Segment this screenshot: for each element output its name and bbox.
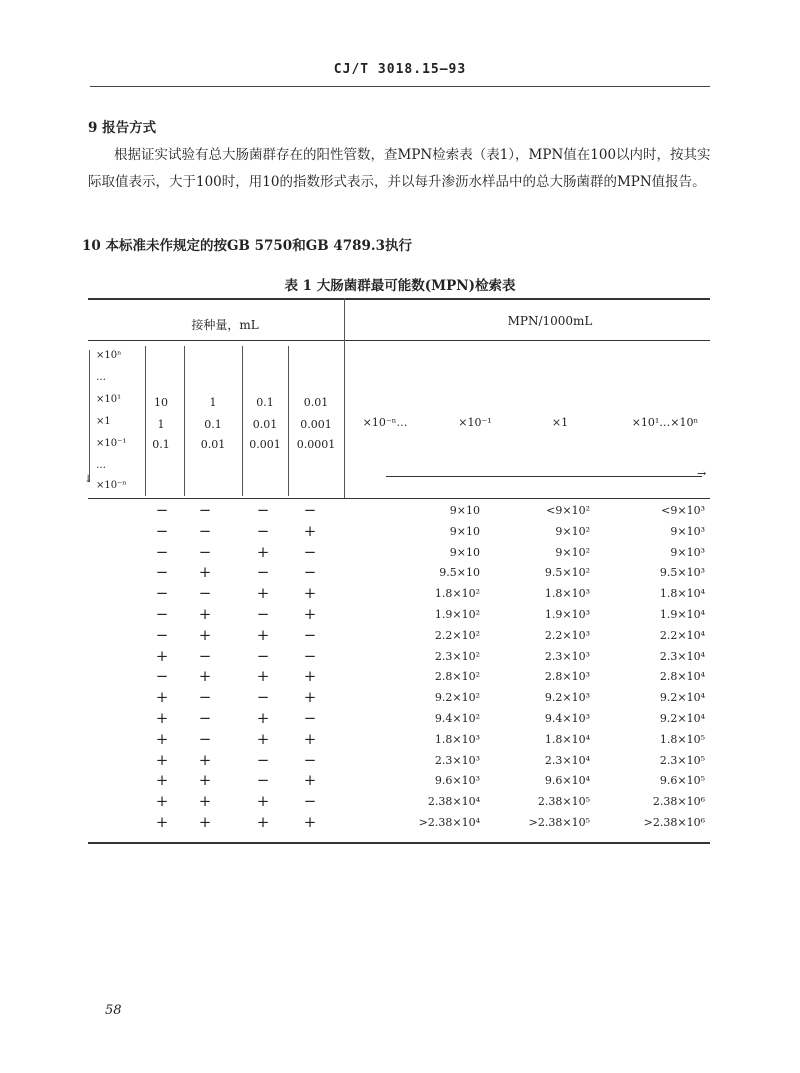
sign-cell: + <box>155 792 169 811</box>
sign-cell: − <box>303 709 317 727</box>
mpn-value: 2.38×10⁴ <box>427 795 480 809</box>
sign-cell: − <box>155 667 169 686</box>
mpn-arrow-head: → <box>697 467 707 480</box>
mpn-value: 9.5×10³ <box>659 566 705 580</box>
table-row <box>0 750 800 773</box>
sign-cell: − <box>256 521 270 540</box>
mpn-value: 9.2×10³ <box>544 691 590 705</box>
sign-cell: + <box>303 813 317 831</box>
mpn-value: 9.5×10 <box>439 566 480 580</box>
volume-value: 0.1 <box>256 396 274 409</box>
sign-cell: + <box>256 667 270 686</box>
scale-bracket <box>89 350 90 482</box>
sign-cell: − <box>256 646 270 665</box>
sign-cell: + <box>256 625 270 644</box>
mpn-value: >2.38×10⁵ <box>528 816 590 829</box>
sign-cell: − <box>303 501 317 519</box>
sign-cell: − <box>198 688 212 707</box>
table-row <box>0 711 800 731</box>
sign-cell: + <box>256 729 270 748</box>
mpn-value: 2.3×10³ <box>544 649 590 663</box>
table-row <box>0 669 800 689</box>
sign-cell: + <box>198 605 212 623</box>
sign-cell: − <box>256 501 270 519</box>
mpn-value: 2.3×10⁴ <box>544 753 590 767</box>
sign-cell: − <box>198 501 212 519</box>
scale-label: ×10⁻¹ <box>96 438 127 449</box>
scale-label: … <box>96 460 106 471</box>
volume-value: 0.001 <box>300 418 332 431</box>
col-sep-3 <box>242 346 243 496</box>
table-row <box>0 503 800 523</box>
mpn-value: 2.2×10³ <box>544 628 590 642</box>
sign-cell: − <box>155 501 169 519</box>
mpn-multiplier: ×10¹…×10ⁿ <box>631 416 699 429</box>
sign-cell: + <box>155 709 169 727</box>
sign-cell: + <box>256 542 270 561</box>
mpn-value: 1.8×10⁵ <box>659 732 705 746</box>
sign-cell: − <box>303 625 317 644</box>
sign-cell: − <box>155 563 169 582</box>
sign-cell: − <box>198 542 212 561</box>
mpn-value: 2.8×10³ <box>544 670 590 684</box>
table-row <box>0 625 800 648</box>
volume-value: 0.01 <box>252 418 278 431</box>
mpn-value: 1.9×10⁴ <box>659 608 705 621</box>
sign-cell: + <box>155 688 169 707</box>
mpn-value: 1.9×10² <box>434 608 480 621</box>
sign-cell: + <box>155 771 169 790</box>
volume-value: 0.001 <box>249 438 281 451</box>
table-bottom-rule <box>88 842 710 844</box>
sign-cell: − <box>155 542 169 561</box>
table-top-rule <box>88 298 710 300</box>
scale-label: … <box>96 372 106 383</box>
volume-value: 0.1 <box>204 418 222 431</box>
mpn-value: 9.2×10² <box>434 691 480 705</box>
mpn-value: 2.3×10⁵ <box>659 753 705 767</box>
sign-cell: − <box>256 771 270 790</box>
scale-label: ×10⁻ⁿ <box>96 480 127 491</box>
mpn-value: 9.5×10² <box>544 566 590 580</box>
mpn-value: 1.9×10³ <box>544 608 590 621</box>
mpn-value: 2.3×10² <box>434 649 480 663</box>
sign-cell: − <box>303 542 317 561</box>
sign-cell: − <box>198 521 212 540</box>
mpn-value: 2.2×10⁴ <box>659 628 705 642</box>
mpn-value: 2.8×10⁴ <box>659 670 705 684</box>
sign-cell: − <box>155 625 169 644</box>
mpn-multiplier: ×10⁻ⁿ… <box>362 416 408 429</box>
mpn-value: >2.38×10⁴ <box>418 816 480 829</box>
mpn-value: 9×10 <box>449 524 480 538</box>
volume-value: 0.1 <box>152 438 170 451</box>
sign-cell: − <box>256 688 270 707</box>
table-subheader-rule <box>88 498 710 499</box>
table-row <box>0 729 800 752</box>
sign-cell: + <box>198 667 212 686</box>
mpn-value: 9×10 <box>449 545 480 559</box>
mpn-value: 9.2×10⁴ <box>659 691 705 705</box>
section-9-heading: 9 报告方式 <box>88 120 157 136</box>
scale-label: ×1 <box>96 416 111 427</box>
sign-cell: − <box>155 521 169 540</box>
mpn-arrow-line <box>386 476 702 477</box>
volume-value: 1 <box>209 396 217 409</box>
mpn-value: 9.6×10³ <box>434 774 480 788</box>
mpn-value: 1.8×10² <box>434 587 480 601</box>
mpn-value: 9.4×10³ <box>544 712 590 725</box>
mpn-value: 9×10³ <box>670 545 705 559</box>
table-row <box>0 607 800 627</box>
mpn-value: 1.8×10³ <box>434 732 480 746</box>
sign-cell: − <box>303 792 317 811</box>
mpn-value: 9×10³ <box>670 524 705 538</box>
sign-cell: − <box>256 563 270 582</box>
document-code-header: CJ/T 3018.15—93 <box>333 62 467 77</box>
table-row <box>0 586 800 606</box>
sign-cell: + <box>303 729 317 748</box>
sign-cell: − <box>198 709 212 727</box>
sign-cell: + <box>256 584 270 603</box>
mpn-value: 2.38×10⁶ <box>652 795 705 809</box>
mpn-value: 9.6×10⁴ <box>544 774 590 788</box>
mpn-value: >2.38×10⁶ <box>643 816 705 829</box>
table-row <box>0 521 800 544</box>
sign-cell: + <box>198 813 212 831</box>
sign-cell: + <box>303 584 317 603</box>
mpn-value: 9.4×10² <box>434 712 480 725</box>
table-row <box>0 646 800 669</box>
sign-cell: − <box>303 750 317 769</box>
mpn-value: 9×10 <box>449 504 480 517</box>
col-sep-1 <box>145 346 146 496</box>
sign-cell: + <box>303 771 317 790</box>
mpn-value: 9.2×10⁴ <box>659 712 705 725</box>
section-9-body: 根据证实试验有总大肠菌群存在的阳性管数，查MPN检索表（表1），MPN值在100以内时，按其实际取值表示，大于100时，用10的指数形式表示，并以每升渗沥水样品中的总大肠菌群的MPN值报告。 <box>88 147 711 190</box>
mpn-value: <9×10² <box>546 504 590 517</box>
table-row <box>0 565 800 585</box>
volume-value: 10 <box>154 396 168 409</box>
sign-cell: − <box>155 584 169 603</box>
sign-cell: + <box>256 792 270 811</box>
scale-down-arrow: ↓ <box>84 474 93 485</box>
scale-label: ×10¹ <box>96 394 122 405</box>
sign-cell: − <box>256 750 270 769</box>
table-caption: 表 1 大肠菌群最可能数(MPN)检索表 <box>284 278 516 294</box>
table-header-rule <box>88 340 710 341</box>
table-row <box>0 794 800 814</box>
sign-cell: + <box>256 813 270 831</box>
sign-cell: + <box>198 771 212 790</box>
sign-cell: − <box>303 563 317 582</box>
mpn-value: <9×10³ <box>661 504 705 517</box>
sign-cell: + <box>303 688 317 707</box>
sign-cell: + <box>198 792 212 811</box>
sign-cell: + <box>198 563 212 582</box>
volume-value: 1 <box>157 418 165 431</box>
sign-cell: − <box>303 646 317 665</box>
volume-value: 0.01 <box>303 396 329 409</box>
volume-value: 0.01 <box>200 438 226 451</box>
table-row <box>0 773 800 793</box>
mpn-value: 9.6×10⁵ <box>659 774 705 788</box>
table-row <box>0 542 800 565</box>
mpn-header: MPN/1000mL <box>507 314 593 328</box>
sign-cell: − <box>198 646 212 665</box>
volume-value: 0.0001 <box>296 438 336 451</box>
page-number: 58 <box>105 1003 122 1018</box>
table-divider <box>344 298 345 498</box>
sign-cell: − <box>198 584 212 603</box>
mpn-value: 9×10² <box>555 545 590 559</box>
mpn-value: 9×10² <box>555 524 590 538</box>
mpn-value: 1.8×10³ <box>544 587 590 601</box>
mpn-value: 2.8×10² <box>434 670 480 684</box>
sign-cell: + <box>256 709 270 727</box>
sign-cell: + <box>155 813 169 831</box>
sign-cell: − <box>256 605 270 623</box>
sign-cell: + <box>198 625 212 644</box>
table-row <box>0 690 800 710</box>
mpn-value: 2.3×10³ <box>434 753 480 767</box>
mpn-multiplier: ×1 <box>551 416 569 429</box>
mpn-value: 2.2×10² <box>434 628 480 642</box>
sign-cell: + <box>303 605 317 623</box>
mpn-value: 1.8×10⁴ <box>659 587 705 601</box>
sign-cell: − <box>155 605 169 623</box>
table-row <box>0 815 800 835</box>
mpn-value: 2.38×10⁵ <box>537 795 590 809</box>
sign-cell: + <box>303 521 317 540</box>
col-sep-4 <box>288 346 289 496</box>
sign-cell: + <box>303 667 317 686</box>
section-10-heading: 10 本标准未作规定的按GB 5750和GB 4789.3执行 <box>82 238 413 254</box>
sign-cell: + <box>155 750 169 769</box>
mpn-multiplier: ×10⁻¹ <box>458 416 492 429</box>
inoculum-header: 接种量，mL <box>191 318 259 332</box>
mpn-value: 1.8×10⁴ <box>544 732 590 746</box>
sign-cell: + <box>155 646 169 665</box>
sign-cell: + <box>198 750 212 769</box>
scale-label: ×10ⁿ <box>96 350 122 361</box>
col-sep-2 <box>184 346 185 496</box>
mpn-value: 2.3×10⁴ <box>659 649 705 663</box>
sign-cell: + <box>155 729 169 748</box>
sign-cell: − <box>198 729 212 748</box>
